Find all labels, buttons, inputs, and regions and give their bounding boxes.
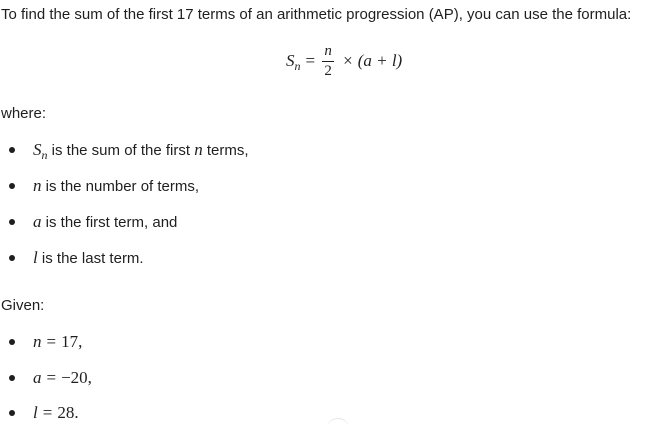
formula-lhs: $S_n$: [286, 51, 301, 73]
fraction-numerator: n: [324, 42, 332, 59]
formula-times: ×: [343, 51, 353, 70]
bullet-dot: [9, 183, 15, 189]
bullet-dot: [9, 147, 15, 153]
intro-text: To find the sum of the first 17 terms of an arithmetic progression (AP), you can use the formula:: [1, 6, 632, 23]
fraction-bar: [322, 61, 334, 62]
given-label: Given:: [1, 297, 45, 314]
given-item-l: l = 28.: [33, 403, 79, 422]
given-item-n: n = 17,: [33, 332, 83, 351]
bullet-dot: [9, 255, 15, 261]
where-item-sn: $S_n$ is the sum of the first n terms,: [33, 140, 249, 162]
formula-paren-expr: (a + l): [357, 51, 403, 70]
bullet-dot: [9, 410, 15, 416]
scroll-hint-shape: [326, 418, 350, 424]
given-item-a: a = −20,: [33, 368, 92, 387]
fraction-denominator: 2: [324, 62, 332, 79]
formula-equals: =: [305, 51, 316, 70]
bullet-dot: [9, 219, 15, 225]
where-item-a: a is the first term, and: [33, 212, 178, 231]
sum-formula: [286, 38, 402, 84]
formula-fraction: [322, 43, 334, 80]
where-item-n: n is the number of terms,: [33, 176, 200, 195]
bullet-dot: [9, 339, 15, 345]
where-label: where:: [1, 105, 47, 122]
where-item-l: l is the last term.: [33, 248, 144, 267]
bullet-dot: [9, 375, 15, 381]
